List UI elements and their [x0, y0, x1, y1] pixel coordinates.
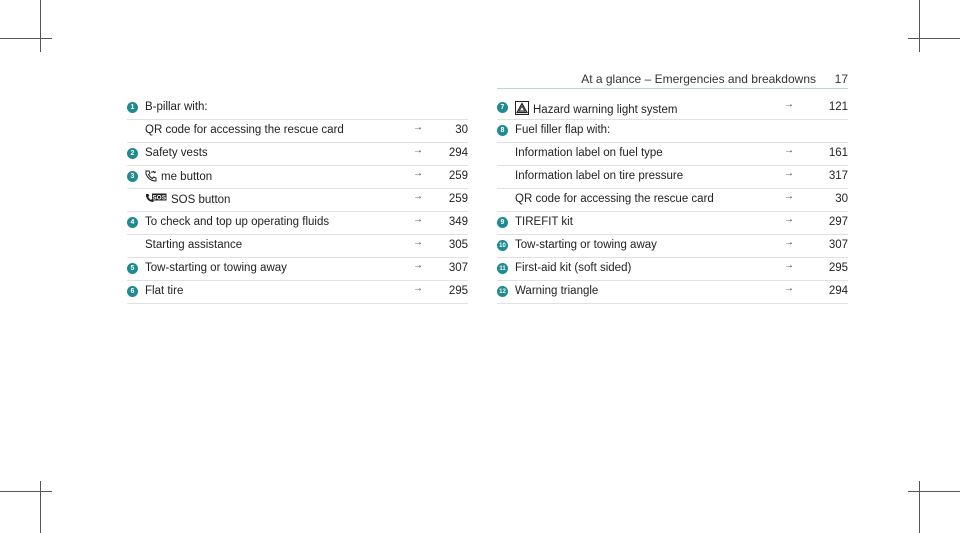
item-number-badge: 7 — [497, 102, 508, 113]
item-label — [515, 216, 573, 228]
list-item — [497, 212, 848, 235]
page-reference[interactable]: 259 — [448, 170, 468, 182]
item-number-badge: 1 — [127, 102, 138, 113]
item-label-text: TIREFIT kit — [515, 216, 573, 228]
list-item — [127, 166, 468, 189]
page-reference[interactable]: 307 — [828, 239, 848, 251]
item-label — [145, 216, 329, 228]
item-label-text: SOS button — [171, 194, 231, 206]
item-label — [515, 262, 631, 274]
item-label-text: Tow-starting or towing away — [145, 262, 287, 274]
page-reference[interactable]: 317 — [828, 170, 848, 182]
list-item — [127, 97, 468, 120]
item-label — [145, 170, 212, 185]
item-label — [515, 124, 610, 136]
page-reference[interactable]: 295 — [828, 262, 848, 274]
page-ref-arrow: → — [784, 145, 794, 156]
list-item — [497, 189, 848, 212]
page-ref-arrow: → — [413, 191, 423, 202]
item-label — [145, 193, 230, 208]
list-item — [497, 120, 848, 143]
crop-mark — [919, 0, 920, 52]
list-item — [127, 189, 468, 212]
item-label — [145, 147, 208, 159]
item-label — [145, 262, 287, 274]
crop-mark — [40, 0, 41, 52]
page-ref-arrow: → — [413, 168, 423, 179]
item-number-badge: 3 — [127, 171, 138, 182]
item-label — [515, 101, 677, 118]
svg-text:SOS: SOS — [152, 194, 167, 202]
crop-mark — [0, 491, 52, 492]
right-item-list — [497, 97, 848, 304]
item-label-text: Flat tire — [145, 285, 184, 297]
item-label-text: First-aid kit (soft sided) — [515, 262, 632, 274]
list-item — [497, 235, 848, 258]
item-label — [145, 101, 208, 113]
page-ref-arrow: → — [413, 260, 423, 271]
crop-mark — [0, 38, 52, 39]
sos-icon — [145, 193, 167, 208]
list-item — [127, 143, 468, 166]
page-ref-arrow: → — [784, 191, 794, 202]
list-item — [497, 166, 848, 189]
hazard-triangle-icon — [515, 101, 529, 118]
item-label — [515, 239, 657, 251]
page-reference[interactable]: 161 — [828, 147, 848, 159]
item-label — [515, 170, 683, 182]
page-ref-arrow: → — [413, 237, 423, 248]
list-item — [127, 281, 468, 304]
item-label — [515, 285, 598, 297]
list-item — [127, 258, 468, 281]
page-reference[interactable]: 295 — [448, 285, 468, 297]
page-reference[interactable]: 294 — [448, 147, 468, 159]
page-reference[interactable]: 305 — [448, 239, 468, 251]
item-label-text: QR code for accessing the rescue card — [515, 193, 714, 205]
page-ref-arrow: → — [784, 283, 794, 294]
crop-mark — [908, 491, 960, 492]
item-label-text: Starting assistance — [145, 239, 243, 251]
item-number-badge: 4 — [127, 217, 138, 228]
page-ref-arrow: → — [784, 99, 794, 110]
crop-mark — [919, 481, 920, 533]
item-label — [145, 239, 242, 251]
page-reference[interactable]: 307 — [448, 262, 468, 274]
item-number-badge: 9 — [497, 217, 508, 228]
item-label-text: Safety vests — [145, 147, 208, 159]
page-ref-arrow: → — [413, 214, 423, 225]
page-ref-arrow: → — [784, 237, 794, 248]
item-label — [515, 147, 663, 159]
item-number-badge: 11 — [497, 263, 508, 274]
list-item — [127, 235, 468, 258]
crop-mark — [908, 38, 960, 39]
item-number-badge: 5 — [127, 263, 138, 274]
list-item — [127, 212, 468, 235]
page-ref-arrow: → — [413, 122, 423, 133]
page-ref-arrow: → — [784, 260, 794, 271]
item-label — [145, 124, 344, 136]
crop-mark — [40, 481, 41, 533]
page-reference[interactable]: 121 — [828, 101, 848, 113]
item-number-badge: 12 — [497, 286, 508, 297]
item-label-text: To check and top up operating fluids — [145, 216, 330, 228]
list-item — [497, 143, 848, 166]
list-item — [497, 97, 848, 120]
page-reference[interactable]: 30 — [835, 193, 848, 205]
item-number-badge: 10 — [497, 240, 508, 251]
item-label — [515, 193, 714, 205]
item-number-badge: 2 — [127, 148, 138, 159]
list-item — [497, 281, 848, 304]
list-item — [497, 258, 848, 281]
item-number-badge: 8 — [497, 125, 508, 136]
item-label-text: Hazard warning light system — [533, 104, 678, 116]
page-ref-arrow: → — [784, 168, 794, 179]
item-label-text: Warning triangle — [515, 285, 599, 297]
list-item — [127, 120, 468, 143]
page-reference[interactable]: 349 — [448, 216, 468, 228]
page-number: 17 — [834, 72, 848, 86]
page-reference[interactable]: 294 — [828, 285, 848, 297]
item-label-text: Tow-starting or towing away — [515, 239, 657, 251]
item-number-badge: 6 — [127, 286, 138, 297]
phone-wrench-icon — [145, 170, 157, 185]
page-header — [497, 66, 848, 89]
item-label-text: Information label on tire pressure — [515, 170, 684, 182]
page-ref-arrow: → — [413, 145, 423, 156]
page-reference[interactable]: 297 — [828, 216, 848, 228]
page-ref-arrow: → — [413, 283, 423, 294]
page-reference[interactable]: 30 — [455, 124, 468, 136]
left-item-list — [127, 97, 468, 304]
item-label-text: Information label on fuel type — [515, 147, 663, 159]
page-header-title: At a glance – Emergencies and breakdowns — [581, 72, 816, 86]
item-label — [145, 285, 183, 297]
item-label-text: Fuel filler flap with: — [515, 124, 611, 136]
item-label-text: B-pillar with: — [145, 101, 208, 113]
item-label-text: me button — [161, 171, 213, 183]
page-ref-arrow: → — [784, 214, 794, 225]
item-label-text: QR code for accessing the rescue card — [145, 124, 344, 136]
page-reference[interactable]: 259 — [448, 193, 468, 205]
